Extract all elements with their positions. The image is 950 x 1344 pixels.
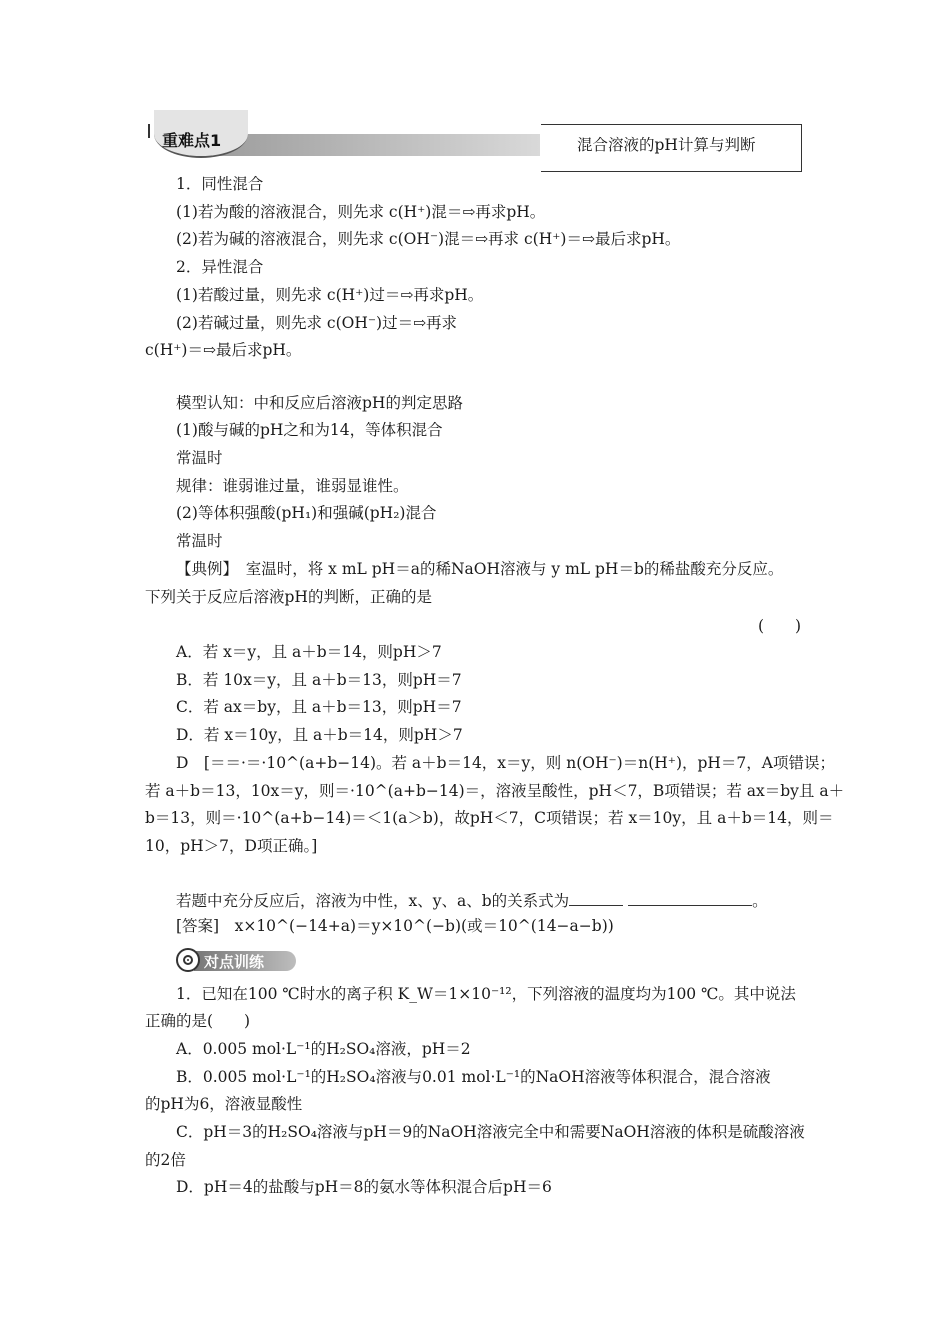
option-d: D．若 x＝10y，且 a＋b＝14，则pH＞7 (176, 726, 463, 744)
solution-line: D [＝＝·＝·10^(a+b−14)。若 a＋b＝14，x＝y，则 n(OH⁻)＝n(H⁺)，pH＝7，A项错误； (176, 754, 835, 772)
training-badge (176, 948, 296, 974)
solution-line: b＝13，则＝·10^(a+b−14)＝＜1(a＞b)，故pH＜7，C项错误；若 x＝10y，且 a＋b＝14，则＝ (145, 809, 834, 827)
exercise-option-b: 的pH为6，溶液显酸性 (145, 1095, 303, 1113)
header-badge-label: 重难点1 (162, 131, 222, 150)
text-line: 2．异性混合 (176, 258, 264, 276)
exercise-option-c: C．pH＝3的H₂SO₄溶液与pH＝9的NaOH溶液完全中和需要NaOH溶液的体积是硫酸溶液 (176, 1123, 805, 1141)
followup-end: 。 (752, 892, 768, 910)
target-icon (176, 948, 200, 972)
option-c: C．若 ax＝by，且 a＋b＝13，则pH＝7 (176, 698, 462, 716)
header-badge-area (148, 124, 540, 156)
example-stem: 【典例】 室温时，将 x mL pH＝a的稀NaOH溶液与 y mL pH＝b的稀盐酸充分反应。 (176, 560, 784, 578)
text-line: c(H⁺)＝⇨最后求pH。 (145, 341, 302, 359)
text-line: 规律：谁弱谁过量，谁弱显谁性。 (176, 477, 409, 495)
section-header (148, 124, 803, 172)
followup-text: 若题中充分反应后，溶液为中性，x、y、a、b的关系式为 (176, 892, 570, 910)
answer-blank (628, 889, 752, 906)
text-line: 常温时 (176, 449, 223, 467)
text-line: (2)若为碱的溶液混合，则先求 c(OH⁻)混＝⇨再求 c(H⁺)＝⇨最后求pH。 (176, 230, 681, 248)
followup-question (176, 889, 768, 911)
text-line: 1．同性混合 (176, 175, 264, 193)
exercise-option-c: 的2倍 (145, 1151, 186, 1169)
followup-answer: [答案] x×10^(−14+a)＝y×10^(−b)(或＝10^(14−a−b)) (176, 917, 614, 935)
solution-line: 10，pH＞7，D项正确。] (145, 837, 318, 855)
option-a: A．若 x＝y，且 a＋b＝14，则pH＞7 (176, 643, 442, 661)
text-line: 常温时 (176, 532, 223, 550)
exercise-stem: 正确的是( ) (145, 1012, 251, 1030)
answer-blank (569, 889, 623, 906)
header-title-box (541, 124, 802, 172)
option-b: B．若 10x＝y，且 a＋b＝13，则pH＝7 (176, 671, 462, 689)
exercise-stem: 1．已知在100 ℃时水的离子积 K_W＝1×10⁻¹²，下列溶液的温度均为100 ℃。其中说法 (176, 985, 796, 1003)
training-label: 对点训练 (204, 953, 265, 971)
header-tick (148, 124, 150, 138)
text-line: (1)若为酸的溶液混合，则先求 c(H⁺)混＝⇨再求pH。 (176, 203, 546, 221)
solution-line: 若 a＋b＝13，10x＝y，则＝·10^(a+b−14)＝，溶液呈酸性，pH＜7，B项错误；若 ax＝by且 a＋ (145, 782, 845, 800)
answer-paren: ( ) (758, 617, 802, 635)
text-line: 模型认知：中和反应后溶液pH的判定思路 (176, 394, 463, 412)
exercise-option-d: D．pH＝4的盐酸与pH＝8的氨水等体积混合后pH＝6 (176, 1178, 552, 1196)
text-line: (2)等体积强酸(pH₁)和强碱(pH₂)混合 (176, 504, 437, 522)
header-title: 混合溶液的pH计算与判断 (577, 136, 756, 154)
text-line: (1)若酸过量，则先求 c(H⁺)过＝⇨再求pH。 (176, 286, 484, 304)
text-line: (2)若碱过量，则先求 c(OH⁻)过＝⇨再求 (176, 314, 458, 332)
text-line: (1)酸与碱的pH之和为14，等体积混合 (176, 421, 443, 439)
exercise-option-a: A．0.005 mol·L⁻¹的H₂SO₄溶液，pH＝2 (176, 1040, 471, 1058)
header-gradient-bar (198, 134, 540, 156)
example-stem: 下列关于反应后溶液pH的判断，正确的是 (145, 588, 432, 606)
exercise-option-b: B．0.005 mol·L⁻¹的H₂SO₄溶液与0.01 mol·L⁻¹的NaOH溶液等体积混合，混合溶液 (176, 1068, 771, 1086)
